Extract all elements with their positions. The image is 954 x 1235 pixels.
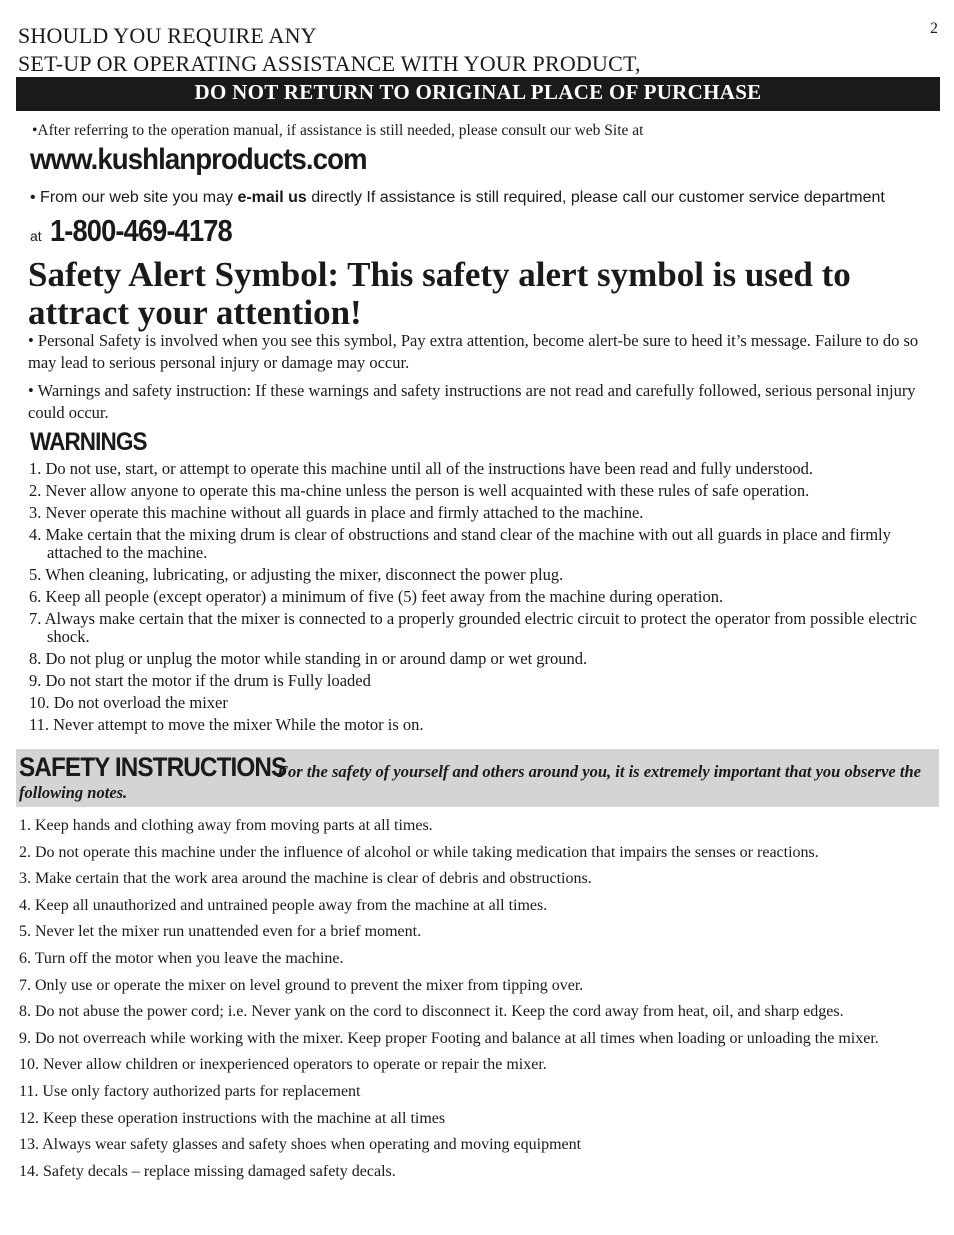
safety-alert-title: Safety Alert Symbol: This safety alert symbol is used to attract your attention! bbox=[28, 255, 851, 332]
personal-safety-paragraph: • Personal Safety is involved when you see this symbol, Pay extra attention, become alert-be sure to heed it’s message. Failure to do so may lead to serious personal injury or damage may occur. bbox=[28, 331, 919, 372]
website-link[interactable]: www.kushlanproducts.com bbox=[30, 143, 367, 176]
assistance-header-line2: SET-UP OR OPERATING ASSISTANCE WITH YOUR PRODUCT, bbox=[18, 51, 641, 76]
safety-instructions-intro: For the safety of yourself and others around you, it is extremely important that you observe the following notes. bbox=[19, 762, 921, 802]
phone-number[interactable]: 1-800-469-4178 bbox=[49, 213, 232, 248]
assistance-header-line1: SHOULD YOU REQUIRE ANY bbox=[18, 23, 317, 48]
list-item: 12. Keep these operation instructions with the machine at all times bbox=[19, 1109, 446, 1127]
list-item: 4. Make certain that the mixing drum is clear of obstructions and stand clear of the machine with out all guards in place and firmly attached to the machine. bbox=[29, 525, 891, 562]
warnings-list bbox=[29, 460, 934, 738]
list-item: 1. Do not use, start, or attempt to operate this machine until all of the instructions have been read and fully understood. bbox=[29, 459, 814, 478]
email-us-link[interactable]: e-mail us bbox=[237, 189, 307, 206]
list-item: 4. Keep all unauthorized and untrained people away from the machine at all times. bbox=[19, 896, 548, 914]
email-suffix: directly If assistance is still required, please call our customer service department bbox=[306, 189, 885, 206]
list-item: 1. Keep hands and clothing away from moving parts at all times. bbox=[19, 817, 433, 834]
list-item: 3. Never operate this machine without all guards in place and firmly attached to the machine. bbox=[29, 503, 644, 522]
list-item: 7. Only use or operate the mixer on level ground to prevent the mixer from tipping over. bbox=[19, 976, 584, 994]
email-prefix: • From our web site you may bbox=[30, 189, 238, 206]
list-item: 3. Make certain that the work area around the machine is clear of debris and obstructions. bbox=[19, 870, 592, 888]
safety-instructions-list bbox=[19, 815, 934, 1187]
list-item: 11. Never attempt to move the mixer While the motor is on. bbox=[29, 715, 424, 734]
safety-instructions-heading: SAFETY INSTRUCTIONS bbox=[19, 752, 287, 782]
list-item: 5. When cleaning, lubricating, or adjusting the mixer, disconnect the power plug. bbox=[29, 565, 564, 584]
warnings-safety-paragraph: • Warnings and safety instruction: If these warnings and safety instructions are not read and carefully followed, serious personal injury could occur. bbox=[28, 381, 916, 422]
email-instruction bbox=[30, 189, 885, 207]
list-item: 7. Always make certain that the mixer is connected to a properly grounded electric circuit to protect the operator from possible electric shock. bbox=[29, 609, 917, 646]
list-item: 14. Safety decals – replace missing damaged safety decals. bbox=[19, 1162, 396, 1180]
list-item: 11. Use only factory authorized parts for replacement bbox=[19, 1082, 361, 1100]
list-item: 6. Turn off the motor when you leave the machine. bbox=[19, 949, 344, 967]
at-label: at bbox=[30, 228, 42, 244]
list-item: 13. Always wear safety glasses and safety shoes when operating and moving equipment bbox=[19, 1136, 582, 1154]
list-item: 9. Do not start the motor if the drum is Fully loaded bbox=[29, 671, 371, 690]
list-item: 2. Never allow anyone to operate this ma-chine unless the person is well acquainted with these rules of safe operation. bbox=[29, 481, 810, 500]
do-not-return-banner: DO NOT RETURN TO ORIGINAL PLACE OF PURCHASE bbox=[16, 77, 940, 111]
list-item: 6. Keep all people (except operator) a minimum of five (5) feet away from the machine during operation. bbox=[29, 587, 724, 606]
refer-text: •After referring to the operation manual, if assistance is still needed, please consult our web Site at bbox=[32, 122, 644, 139]
list-item: 10. Never allow children or inexperienced operators to operate or repair the mixer. bbox=[19, 1056, 547, 1074]
phone-line bbox=[30, 213, 256, 249]
list-item: 9. Do not overreach while working with the mixer. Keep proper Footing and balance at all times when loading or unloading the mixer. bbox=[19, 1029, 879, 1047]
list-item: 10. Do not overload the mixer bbox=[29, 693, 228, 712]
list-item: 2. Do not operate this machine under the influence of alcohol or while taking medication that impairs the senses or reactions. bbox=[19, 843, 819, 861]
page-number: 2 bbox=[930, 20, 938, 37]
warnings-heading: WARNINGS bbox=[30, 428, 147, 456]
assistance-header bbox=[18, 22, 641, 78]
list-item: 8. Do not abuse the power cord; i.e. Never yank on the cord to disconnect it. Keep the cord away from heat, oil, and sharp edges. bbox=[19, 1003, 844, 1021]
list-item: 5. Never let the mixer run unattended even for a brief moment. bbox=[19, 923, 422, 941]
list-item: 8. Do not plug or unplug the motor while standing in or around damp or wet ground. bbox=[29, 649, 588, 668]
